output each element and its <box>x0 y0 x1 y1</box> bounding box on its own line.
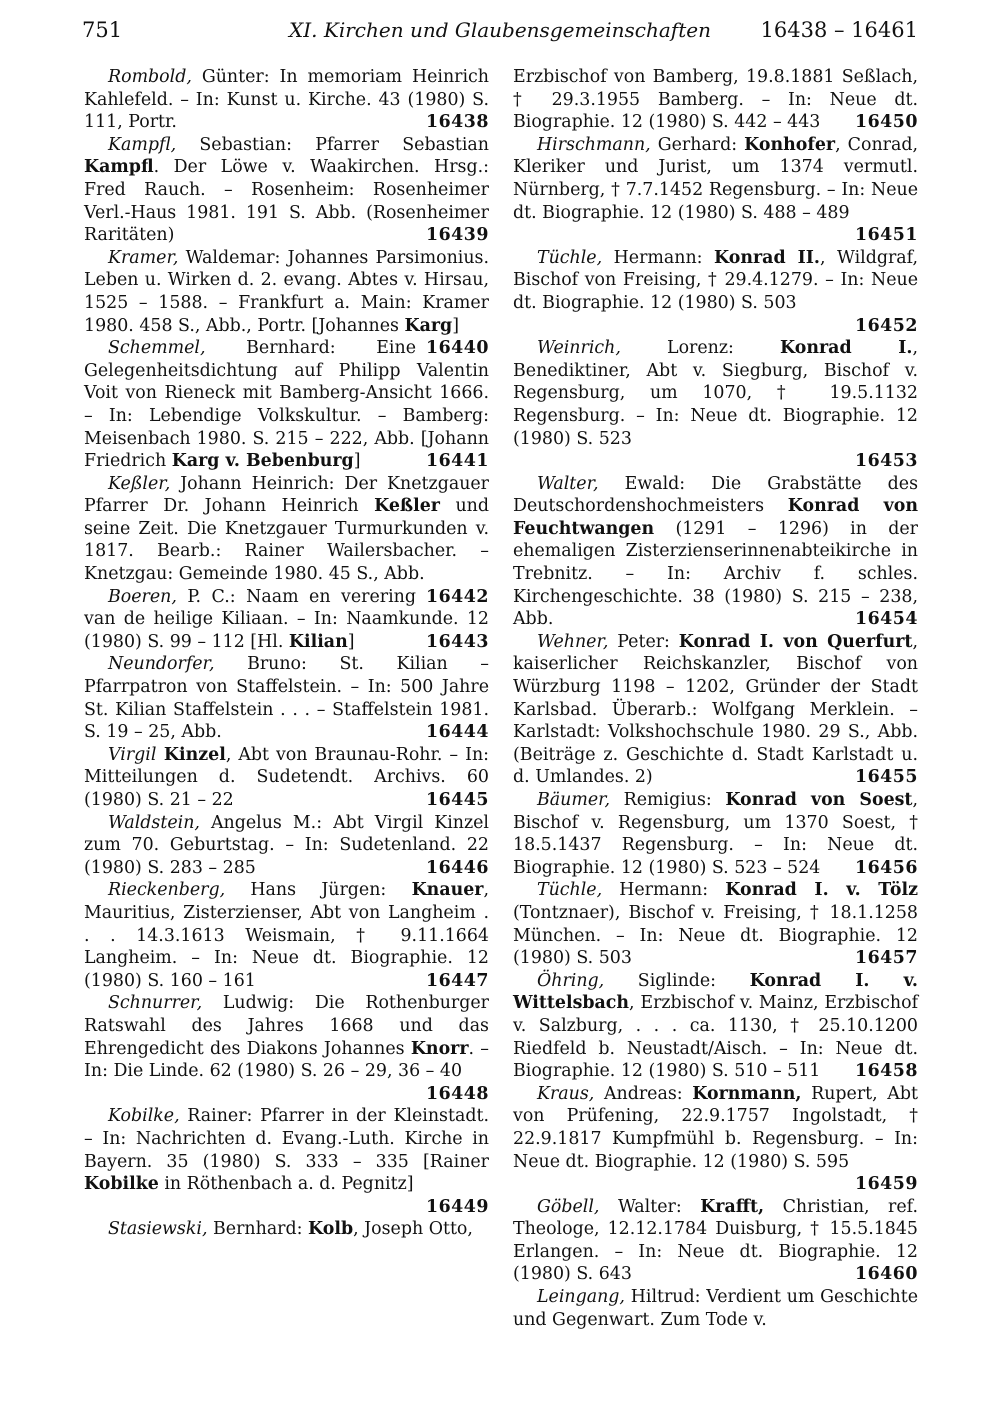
entry-text: , kaiserlicher Reichskanzler, Bischof von Würzburg 1198 – 1202, Gründer der Stadt Karlsbad. Überarb.: Wolfgang Merklein. – Karlstadt: Volkshochschule 1980. 29 S., Abb. (Beiträge z. Geschichte d. Stadt Karlstadt u. d. Umlandes. 2) <box>513 631 918 788</box>
entry-keyword: Konrad I. v. Tölz <box>725 880 918 901</box>
entry-text: und seine Zeit. Die Knetzgauer Turmurkunden v. 1817. Bearb.: Rainer Wailersbacher. – Knetzgau: Gemeinde 1980. 45 S., Abb. <box>84 496 489 585</box>
entry-text: , Mauritius, Zisterzienser, Abt von Langheim . . . 14.3.1613 Weismain, † 9.11.1664 Langheim. – In: Neue dt. Biographie. 12 (1980) S. 160 – 161 <box>84 880 489 991</box>
entry-text: Ewald: Die Grabstätte des Deutschordenshochmeisters <box>513 473 918 517</box>
entry-text: ] <box>452 315 460 336</box>
entry-number: 16442 <box>425 586 489 607</box>
entry-keyword: Karg v. Bebenburg <box>171 451 354 472</box>
entry-author: Neundorfer, <box>108 654 215 675</box>
bibliography-entry <box>513 1286 918 1331</box>
page-number: 751 <box>82 18 123 42</box>
bibliography-entry <box>84 744 489 812</box>
entry-author: Boeren, <box>108 586 177 607</box>
entry-text: , Benediktiner, Abt v. Siegburg, Bischof v. Regensburg, um 1070, † 19.5.1132 Regensburg. – In: Neue dt. Biographie. 12 (1980) S. 523 <box>513 338 919 449</box>
entry-number: 16444 <box>425 722 489 743</box>
entry-number: 16455 <box>854 767 918 788</box>
entry-text: , Bischof v. Regensburg, um 1370 Soest, † 18.5.1437 Regensburg. – In: Neue dt. Biographie. 12 (1980) S. 523 – 524 <box>513 790 918 878</box>
entry-keyword: Krafft, <box>700 1196 765 1217</box>
entry-author: Wehner, <box>537 631 609 652</box>
bibliography-entry <box>513 337 918 473</box>
entry-text: Ludwig: Die Rothenburger Ratswahl des Jahres 1668 und das Ehrengedicht des Diakons Johannes <box>84 993 489 1059</box>
bibliography-entry <box>513 1196 918 1286</box>
entry-text: Hiltrud: Verdient um Geschichte und Gegenwart. Zum Tode v. <box>513 1287 918 1330</box>
entry-keyword: Kornmann, <box>692 1083 802 1104</box>
entry-number: 16443 <box>425 631 489 652</box>
bibliography-entry <box>513 134 918 247</box>
entry-text: , Conrad, Kleriker und Jurist, um 1374 vermutl. Nürnberg, † 7.7.1452 Regensburg. – In: Neue dt. Biographie. 12 (1980) S. 488 – 489 <box>513 134 918 223</box>
entry-keyword: Konhofer <box>744 134 836 155</box>
entry-number: 16447 <box>425 970 489 991</box>
entry-text: Gerhard: <box>650 134 745 155</box>
entry-text: Hermann: <box>602 247 715 268</box>
bibliography-entry <box>84 66 489 134</box>
entry-text: Waldemar: Johannes Parsimonius. Leben u. Wirken d. 2. evang. Abtes v. Hirsau, 1525 – 1588. – Frankfurt a. Main: Kramer 1980. 458 S., Abb., Portr. [Johannes <box>84 247 489 336</box>
entry-text: Siglinde: <box>604 970 750 991</box>
entry-text: . – In: Die Linde. 62 (1980) S. 26 – 29, 36 – 40 <box>84 1038 489 1082</box>
entry-text: Peter: <box>608 631 679 652</box>
left-column <box>84 66 489 1241</box>
entry-author: Leingang, <box>537 1287 625 1308</box>
entry-author: Keßler, <box>108 473 171 494</box>
entry-author: Rieckenberg, <box>108 880 226 901</box>
bibliography-entry <box>84 653 489 743</box>
entry-author: Walter, <box>537 473 599 494</box>
entry-number: 16451 <box>854 225 918 246</box>
entry-text: Lorenz: <box>620 338 781 359</box>
entry-number: 16449 <box>425 1196 489 1217</box>
entry-number: 16450 <box>854 112 918 133</box>
bibliography-entry <box>513 1083 918 1196</box>
entry-author: Kraus, <box>537 1083 595 1104</box>
entry-number: 16460 <box>854 1264 918 1285</box>
entry-keyword: Knorr <box>410 1038 469 1059</box>
bibliography-entry <box>84 879 489 992</box>
entry-keyword: Kinzel <box>156 744 226 765</box>
entry-text: Bernhard: Eine Gelegenheitsdichtung auf Philipp Valentin Voit von Rieneck mit Bamberg-Ansicht 1666. – In: Lebendige Volkskultur. – Bamberg: Meisenbach 1980. S. 215 – 222, Abb. [Johann Friedrich <box>84 338 489 472</box>
entry-text: P. C.: Naam en verering van de heilige Kiliaan. – In: Naamkunde. 12 (1980) S. 99 – 112 [Hl. <box>84 586 489 652</box>
bibliography-entry <box>513 247 918 337</box>
entry-keyword: Kampfl <box>84 157 154 178</box>
entry-author: Kramer, <box>108 247 179 268</box>
entry-number: 16440 <box>425 338 489 359</box>
entry-keyword: Karg <box>404 315 453 336</box>
section-title: XI. Kirchen und Glaubensgemeinschaften <box>289 18 711 42</box>
entry-number: 16453 <box>854 451 918 472</box>
entry-text: , Abt von Braunau-Rohr. – In: Mitteilungen d. Sudetendt. Archivs. 60 (1980) S. 21 – 22 <box>84 744 490 810</box>
entry-text: , Erzbischof v. Mainz, Erzbischof v. Salzburg, . . . ca. 1130, † 25.10.1200 Riedfeld b. Neustadt/Aisch. – In: Neue dt. Biographie. 12 (1980) S. 510 – 511 <box>513 993 918 1082</box>
bibliography-entry <box>84 1218 489 1241</box>
entry-author: Öhring, <box>537 970 605 991</box>
entry-number: 16456 <box>854 857 918 878</box>
entry-text: Christian, ref. Theologe, 12.12.1784 Duisburg, † 15.5.1845 Erlangen. – In: Neue dt. Biographie. 12 (1980) S. 643 <box>513 1196 918 1285</box>
entry-text: Angelus M.: Abt Virgil Kinzel zum 70. Geburtstag. – In: Sudetenland. 22 (1980) S. 283 – 285 <box>84 812 489 878</box>
entry-number: 16439 <box>425 225 489 246</box>
entry-text: Bernhard: <box>207 1219 309 1240</box>
entry-number: 16458 <box>854 1061 918 1082</box>
entry-author: Hirschmann, <box>537 134 651 155</box>
entry-author: Rombold, <box>108 67 192 87</box>
bibliography-entry <box>513 473 918 631</box>
entry-number: 16446 <box>425 857 489 878</box>
entry-keyword: Konrad von Feuchtwangen <box>513 496 918 539</box>
bibliography-entry <box>513 879 918 969</box>
entry-author: Waldstein, <box>108 812 200 833</box>
entry-text: in Röthenbach a. d. Pegnitz] <box>158 1174 414 1195</box>
entry-author: Göbell, <box>537 1196 600 1217</box>
entry-keyword: Kolb <box>308 1219 354 1240</box>
bibliography-entry <box>84 992 489 1105</box>
bibliography-entry <box>513 970 918 1083</box>
entry-text: Hermann: <box>602 880 726 901</box>
entry-number: 16448 <box>425 1083 489 1104</box>
entry-author: Schemmel, <box>108 338 206 359</box>
entry-text: Rainer: Pfarrer in der Kleinstadt. – In: Nachrichten d. Evang.-Luth. Kirche in Bayern. 35 (1980) S. 333 – 335 [Rainer <box>84 1106 489 1172</box>
entry-number: 16459 <box>854 1174 918 1195</box>
bibliography-entry <box>513 631 918 789</box>
entry-text: Johann Heinrich: Der Knetzgauer Pfarrer Dr. Johann Heinrich <box>84 473 489 517</box>
entry-author: Kobilke, <box>108 1106 180 1127</box>
entry-text: ] <box>353 451 361 472</box>
entry-range: 16438 – 16461 <box>760 18 918 42</box>
entry-text: , Wildgraf, Bischof von Freising, † 29.4.1279. – In: Neue dt. Biographie. 12 (1980) S. 503 <box>513 247 918 313</box>
entry-keyword: Kobilke <box>84 1174 159 1195</box>
entry-keyword: Konrad von Soest <box>725 790 913 810</box>
entry-text: . Der Löwe v. Waakirchen. Hrsg.: Fred Rauch. – Rosenheim: Rosenheimer Verl.-Haus 1981. 191 S. Abb. (Rosenheimer Raritäten) <box>84 157 489 246</box>
entry-author: Stasiewski, <box>108 1219 208 1240</box>
entry-author: Tüchle, <box>537 247 603 268</box>
page-header <box>82 18 918 48</box>
right-column <box>513 66 918 1331</box>
entry-text: Sebastian: Pfarrer Sebastian <box>176 134 489 155</box>
entry-author: Kampfl, <box>108 134 177 155</box>
bibliography-entry <box>84 812 489 880</box>
entry-text: Günter: In memoriam Heinrich Kahlefeld. – In: Kunst u. Kirche. 43 (1980) S. 111, Portr. <box>84 67 489 133</box>
entry-number: 16445 <box>425 790 489 810</box>
entry-number: 16438 <box>425 112 489 133</box>
entry-text: Rupert, Abt von Prüfening, 22.9.1757 Ingolstadt, † 22.9.1817 Kumpfmühl b. Regensburg. – In: Neue dt. Biographie. 12 (1980) S. 595 <box>513 1083 918 1172</box>
bibliography-entry <box>84 1105 489 1218</box>
entry-author: Weinrich, <box>537 338 621 359</box>
bibliography-entry <box>84 134 489 247</box>
entry-text: Andreas: <box>594 1083 693 1104</box>
entry-text: Erzbischof von Bamberg, 19.8.1881 Seßlach, † 29.3.1955 Bamberg. – In: Neue dt. Biographie. 12 (1980) S. 442 – 443 <box>513 67 918 133</box>
entry-keyword: Konrad I. <box>780 338 913 359</box>
entry-text: , Joseph Otto, <box>353 1219 473 1240</box>
entry-keyword: Konrad I. v. Wittelsbach <box>513 970 918 1014</box>
entry-keyword: Keßler <box>374 496 440 517</box>
entry-text: (Tontznaer), Bischof v. Freising, † 18.1.1258 München. – In: Neue dt. Biographie. 12 (1980) S. 503 <box>513 902 918 969</box>
entry-number: 16441 <box>425 451 489 472</box>
entry-keyword: Kilian <box>288 631 348 652</box>
entry-keyword: Konrad II. <box>714 247 820 268</box>
entry-author: Virgil <box>108 744 157 765</box>
bibliography-entry <box>513 789 918 879</box>
entry-author: Bäumer, <box>537 790 611 810</box>
entry-text: Walter: <box>599 1196 701 1217</box>
bibliography-entry <box>513 66 918 134</box>
entry-text: Remigius: <box>610 790 726 810</box>
entry-keyword: Konrad I. von Querfurt <box>678 631 913 652</box>
entry-author: Tüchle, <box>537 880 603 901</box>
entry-number: 16452 <box>854 315 918 336</box>
entry-keyword: Knauer <box>411 880 484 901</box>
entry-text: Bruno: St. Kilian – Pfarrpatron von Staffelstein. – In: 500 Jahre St. Kilian Staffelstein . . . – Staffelstein 1981. S. 19 – 25, Abb. <box>84 654 489 743</box>
entry-text: (1291 – 1296) in der ehemaligen Zisterzienserinnenabteikirche in Trebnitz. – In: Archiv f. schles. Kirchengeschichte. 38 (1980) S. 215 – 238, Abb. <box>513 518 918 630</box>
entry-text: Hans Jürgen: <box>225 880 412 901</box>
entry-text: ] <box>347 631 355 652</box>
entry-author: Schnurrer, <box>108 993 203 1014</box>
entry-number: 16457 <box>854 948 918 969</box>
entry-number: 16454 <box>854 609 918 630</box>
